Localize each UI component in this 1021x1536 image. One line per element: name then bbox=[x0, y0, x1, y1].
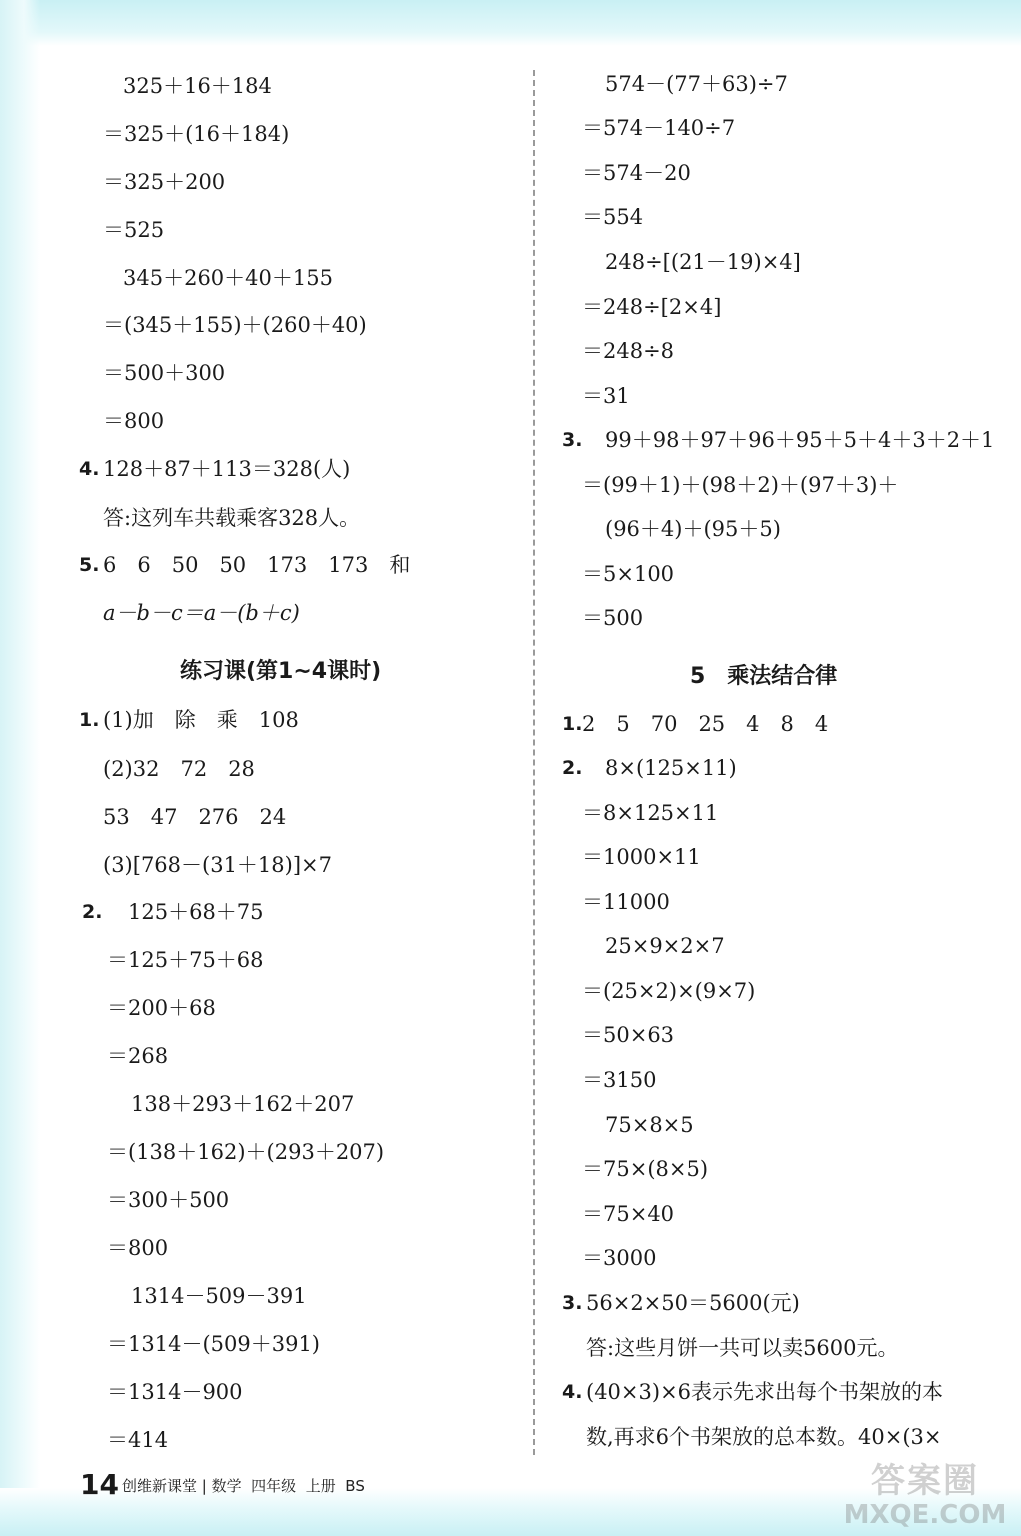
top-decorative-band bbox=[0, 0, 1021, 46]
answer-line: (40×3)×6表示先求出每个书架放的本 bbox=[586, 1380, 944, 1404]
math-line: ＝1000×11 bbox=[582, 845, 701, 869]
math-line: ＝75×(8×5) bbox=[582, 1157, 709, 1181]
left-decorative-band bbox=[0, 0, 40, 1536]
answer-line: 数,再求6个书架放的总本数。40×(3× bbox=[586, 1425, 942, 1449]
footer-subject: 数学 bbox=[211, 1477, 242, 1495]
math-line: ＝800 bbox=[103, 409, 165, 433]
math-line: ＝800 bbox=[107, 1236, 169, 1260]
answer-line: 6 6 50 50 173 173 和 bbox=[103, 553, 411, 577]
math-line: ＝200＋68 bbox=[107, 996, 216, 1020]
section-title: 练习课(第1~4课时) bbox=[180, 659, 382, 684]
math-line: ＝75×40 bbox=[582, 1202, 675, 1226]
answer-line: 答:这些月饼一共可以卖5600元。 bbox=[586, 1336, 899, 1360]
page-number: 14 bbox=[80, 1468, 119, 1501]
math-line: ＝(138＋162)＋(293＋207) bbox=[107, 1140, 385, 1164]
math-line: ＝574－140÷7 bbox=[582, 116, 736, 140]
math-line: 138＋293＋162＋207 bbox=[131, 1092, 355, 1116]
math-line: ＝268 bbox=[107, 1044, 169, 1068]
math-line: 75×8×5 bbox=[605, 1113, 694, 1137]
answer-line: 53 47 276 24 bbox=[103, 805, 287, 829]
math-line: ＝1314－(509＋391) bbox=[107, 1332, 320, 1356]
footer-edition: BS bbox=[345, 1477, 365, 1495]
math-line: ＝11000 bbox=[582, 890, 670, 914]
answer-line: 答:这列车共载乘客328人。 bbox=[103, 506, 361, 530]
math-line: 8×(125×11) bbox=[605, 756, 737, 780]
math-line: ＝3000 bbox=[582, 1246, 657, 1270]
math-line: (96＋4)＋(95＋5) bbox=[605, 517, 781, 541]
footer-info bbox=[122, 1476, 365, 1496]
math-line: ＝(99＋1)＋(98＋2)＋(97＋3)＋ bbox=[582, 473, 899, 497]
footer-grade: 四年级 bbox=[251, 1477, 297, 1495]
math-line: ＝(345＋155)＋(260＋40) bbox=[103, 313, 367, 337]
math-line: ＝525 bbox=[103, 218, 165, 242]
watermark-title: 答案圈 bbox=[871, 1461, 979, 1501]
footer-separator: | bbox=[197, 1477, 212, 1495]
math-line: ＝125＋75＋68 bbox=[107, 948, 264, 972]
math-line: ＝1314－900 bbox=[107, 1380, 243, 1404]
math-line: ＝414 bbox=[107, 1428, 169, 1452]
math-line: ＝300＋500 bbox=[107, 1188, 230, 1212]
column-divider bbox=[533, 70, 535, 1455]
question-number: 1. bbox=[79, 709, 100, 731]
math-line: ＝325＋(16＋184) bbox=[103, 122, 290, 146]
math-line: 99＋98＋97＋96＋95＋5＋4＋3＋2＋1 bbox=[605, 428, 995, 452]
answer-line: 2 5 70 25 4 8 4 bbox=[582, 712, 829, 736]
math-line: 345＋260＋40＋155 bbox=[123, 266, 333, 290]
math-line: 56×2×50＝5600(元) bbox=[586, 1291, 800, 1315]
answer-line: (1)加 除 乘 108 bbox=[103, 708, 299, 732]
question-number: 3. bbox=[562, 1292, 583, 1314]
question-number: 1. bbox=[562, 713, 583, 735]
math-line: ＝8×125×11 bbox=[582, 801, 719, 825]
answer-line: (2)32 72 28 bbox=[103, 757, 255, 781]
footer-brand: 创维新课堂 bbox=[122, 1477, 198, 1495]
watermark bbox=[840, 1462, 1010, 1532]
math-line: ＝325＋200 bbox=[103, 170, 226, 194]
math-line: 1314－509－391 bbox=[131, 1284, 307, 1308]
math-line: 128＋87＋113＝328(人) bbox=[103, 457, 351, 481]
math-line: ＝(25×2)×(9×7) bbox=[582, 979, 756, 1003]
math-line: ＝248÷[2×4] bbox=[582, 295, 722, 319]
math-line: 325＋16＋184 bbox=[123, 74, 272, 98]
footer-volume: 上册 bbox=[305, 1477, 336, 1495]
question-number: 4. bbox=[562, 1381, 583, 1403]
question-number: 4. bbox=[79, 458, 100, 480]
math-line: ＝50×63 bbox=[582, 1023, 675, 1047]
math-line: ＝31 bbox=[582, 384, 630, 408]
math-line: ＝5×100 bbox=[582, 562, 675, 586]
answer-line: (3)[768－(31＋18)]×7 bbox=[103, 853, 333, 877]
formula-line: a－b－c＝a－(b＋c) bbox=[103, 601, 300, 625]
math-line: ＝500＋300 bbox=[103, 361, 226, 385]
section-title: 5 乘法结合律 bbox=[690, 664, 838, 689]
math-line: ＝3150 bbox=[582, 1068, 657, 1092]
math-line: ＝248÷8 bbox=[582, 339, 675, 363]
question-number: 3. bbox=[562, 429, 583, 451]
watermark-url: MXQE.COM bbox=[843, 1500, 1007, 1530]
math-line: 25×9×2×7 bbox=[605, 934, 725, 958]
question-number: 2. bbox=[82, 901, 103, 923]
math-line: ＝574－20 bbox=[582, 161, 691, 185]
math-line: 125＋68＋75 bbox=[128, 900, 264, 924]
math-line: ＝554 bbox=[582, 205, 644, 229]
math-line: ＝500 bbox=[582, 606, 644, 630]
math-line: 574－(77＋63)÷7 bbox=[605, 72, 788, 96]
question-number: 5. bbox=[79, 554, 100, 576]
question-number: 2. bbox=[562, 757, 583, 779]
math-line: 248÷[(21－19)×4] bbox=[605, 250, 801, 274]
